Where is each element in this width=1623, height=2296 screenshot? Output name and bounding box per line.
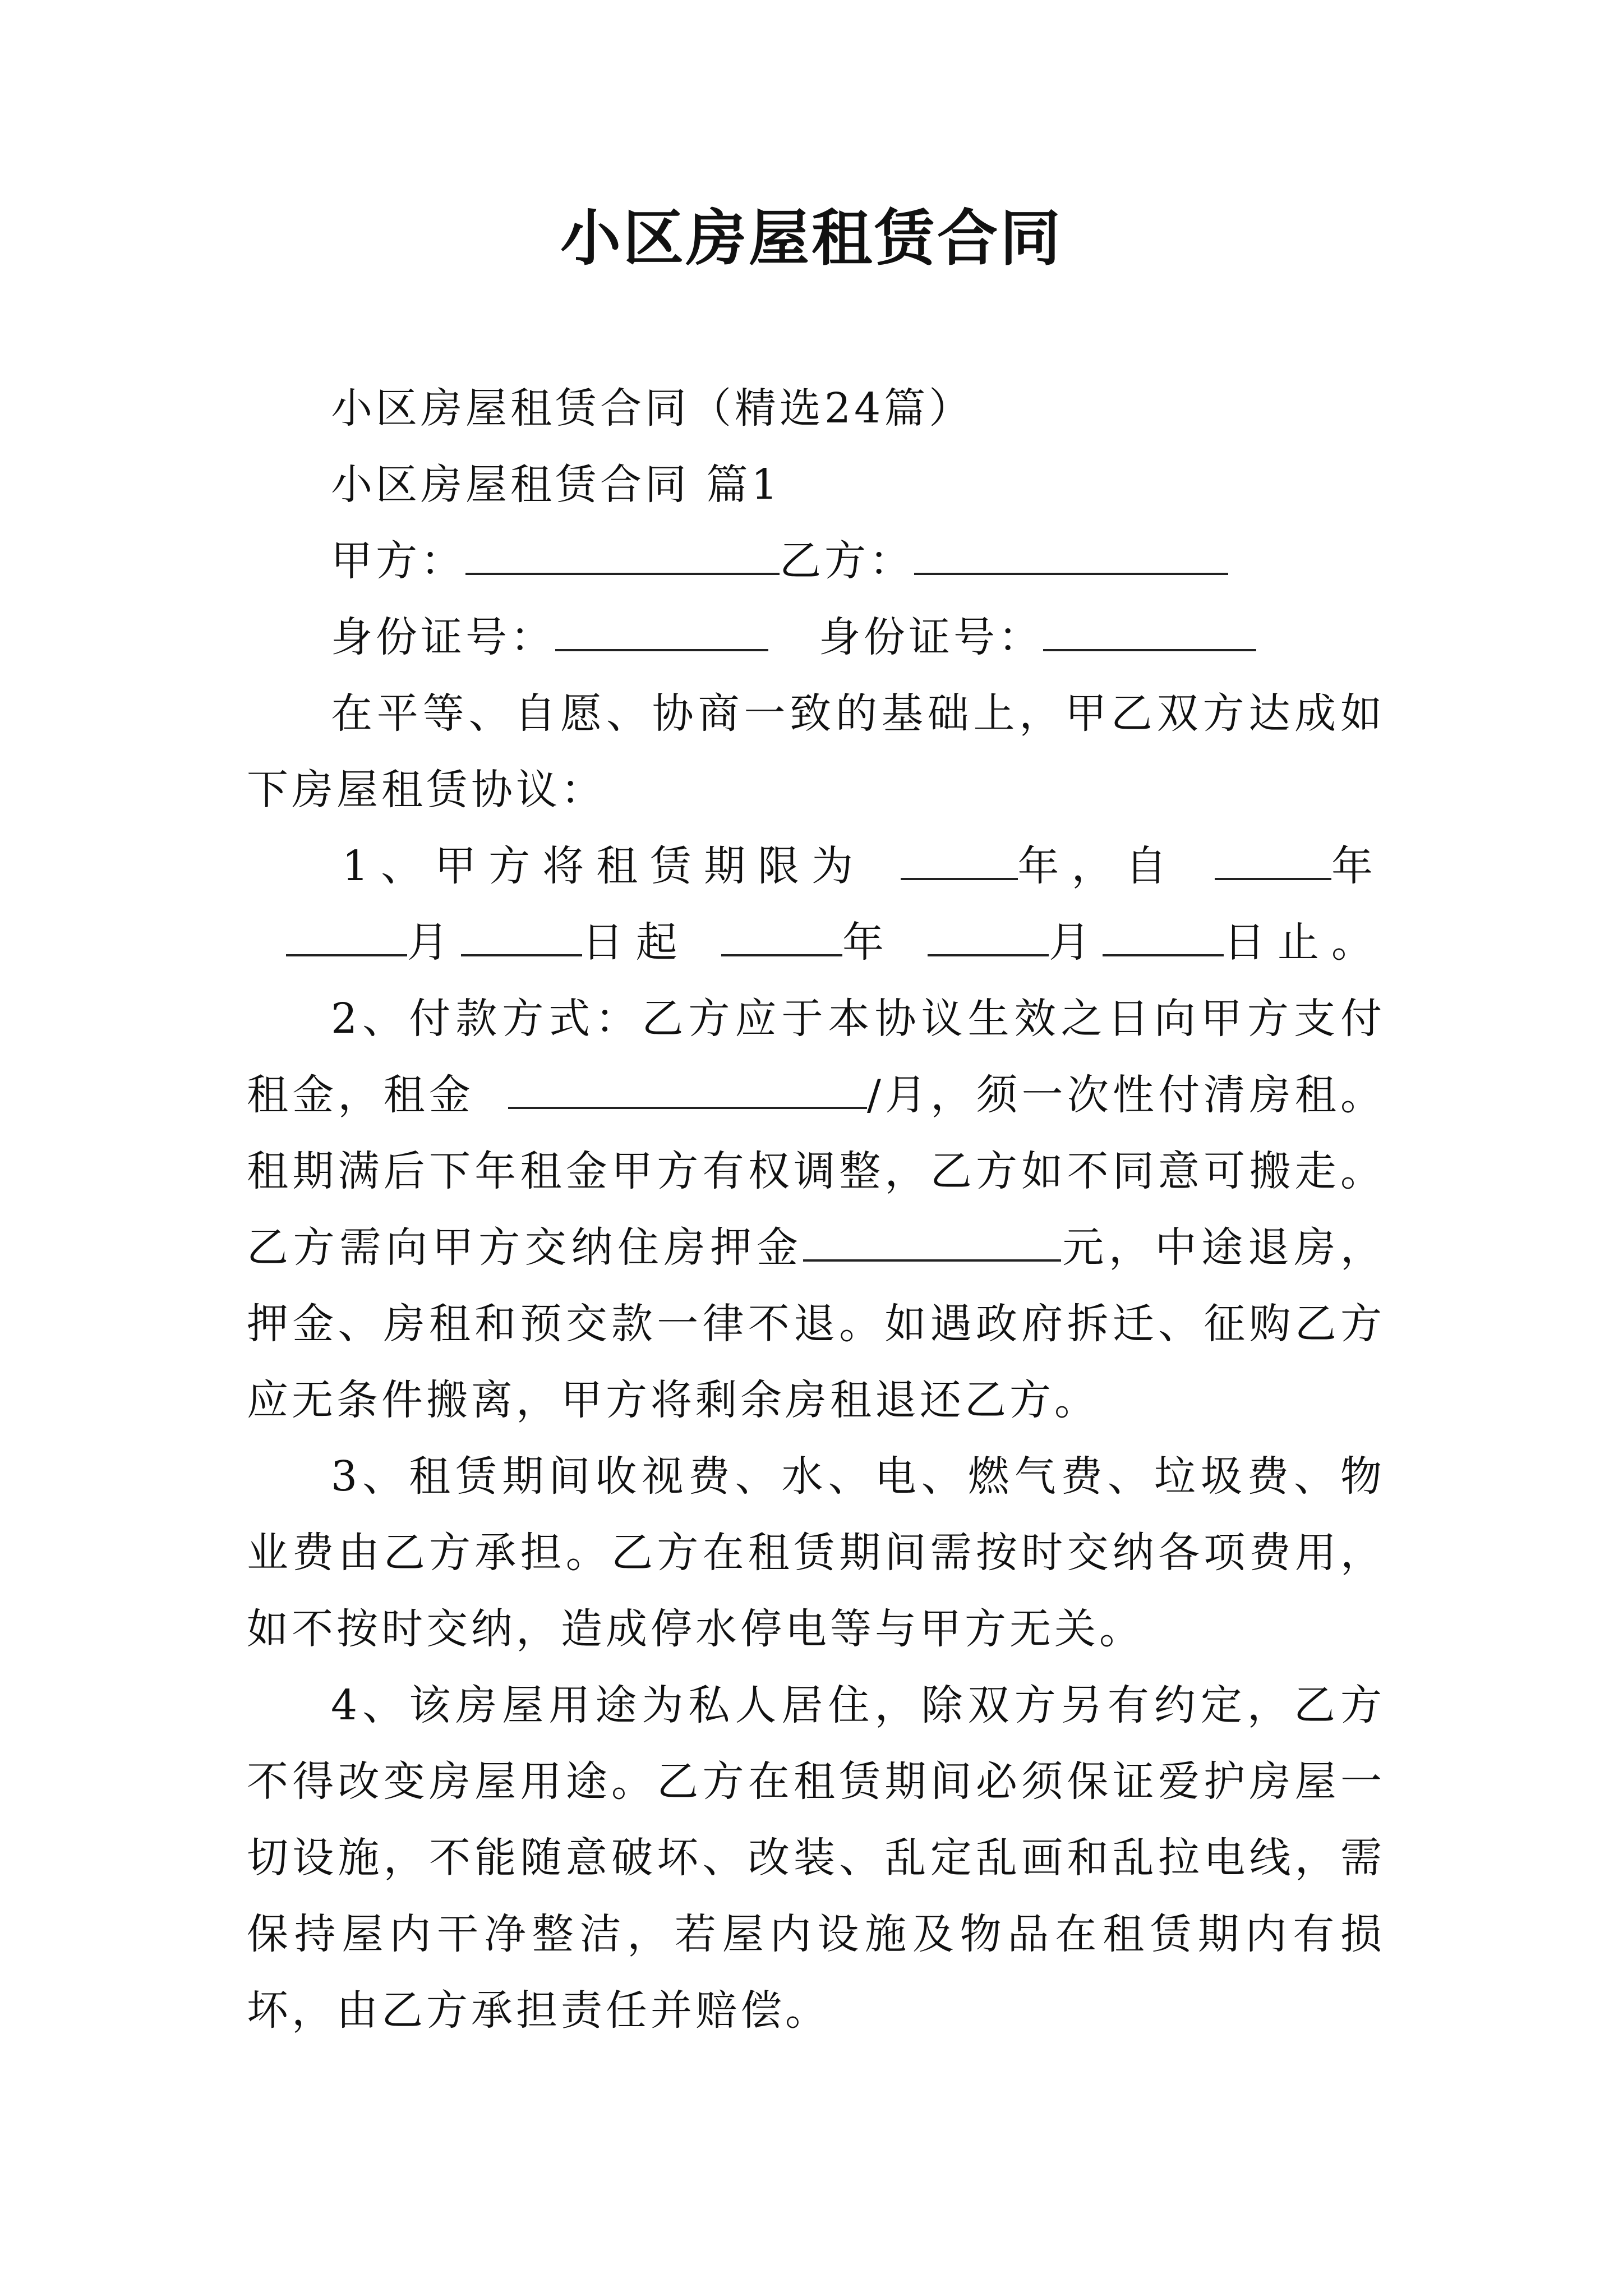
document-body (247, 370, 1385, 2049)
clause3-paragraph: 3、租赁期间收视费、水、电、燃气费、垃圾费、物业费由乙方承担。乙方在租赁期间需按时交纳各项费用，如不按时交纳，造成停水停电等与甲方无关。 (247, 1452, 1385, 1653)
id-label-a: 身份证号： (331, 613, 555, 661)
clause1-part1: 1、甲方将租赁期限为 (342, 842, 866, 890)
document-title: 小区房屋租赁合同 (560, 203, 1063, 274)
end-month-blank (928, 918, 1049, 956)
party-b-label: 乙方： (780, 537, 914, 585)
rent-amount-blank (508, 1071, 867, 1109)
clause1-part5: 日起 (582, 918, 690, 967)
start-year-blank (1215, 842, 1331, 880)
start-day-blank (461, 918, 582, 956)
party-a-label: 甲方： (331, 537, 465, 585)
clause2-part1: 2、付款方式：乙方应于本协议生效之日向甲方支付租金，租金 (247, 995, 1385, 1119)
clause2-part3: 元，中途退房，押金、房租和预交款一律不退。如遇政府拆迁、征购乙方应无条件搬离，甲方将剩余房租退还乙方。 (247, 1223, 1385, 1424)
clause1-part4: 月 (407, 918, 461, 967)
subtitle-line (247, 370, 1385, 447)
end-year-blank (721, 918, 842, 956)
intro-paragraph: 在平等、自愿、协商一致的基础上，甲乙双方达成如下房屋租赁协议： (247, 689, 1385, 814)
end-day-blank (1103, 918, 1224, 956)
clause2-part2: /月，须一次性付清房租。租期满后下年租金甲方有权调整，乙方如不同意可搬走。乙方需向甲方交纳住房押金 (247, 1071, 1386, 1272)
clause1-part7: 月 (1049, 918, 1103, 967)
clause1-line2 (247, 904, 1385, 981)
clause1-part3: 年 (1331, 842, 1385, 890)
id-line (247, 599, 1385, 675)
id-label-b: 身份证号： (819, 613, 1043, 661)
subtitle: 小区房屋租赁合同（精选24篇） (331, 384, 974, 432)
id-a-blank (555, 613, 768, 651)
parties-line (247, 523, 1385, 599)
clause1-part8: 日止。 (1224, 918, 1385, 967)
party-a-blank (465, 537, 780, 575)
clause2-paragraph (247, 981, 1385, 1438)
clause4-paragraph: 4、该房屋用途为私人居住，除双方另有约定，乙方不得改变房屋用途。乙方在租赁期间必须保证爱护房屋一切设施，不能随意破坏、改装、乱定乱画和乱拉电线，需保持屋内干净整洁，若屋内设施及物品在租赁期内有损坏，由乙方承担责任并赔偿。 (247, 1681, 1385, 2035)
clause1-part6: 年 (842, 918, 896, 967)
section-heading: 小区房屋租赁合同 篇1 (331, 461, 781, 509)
deposit-amount-blank (803, 1223, 1061, 1262)
start-month-blank (286, 918, 407, 956)
term-years-blank (901, 842, 1017, 880)
id-b-blank (1043, 613, 1256, 651)
clause1-part2: 年，自 (1017, 842, 1179, 890)
party-b-blank (914, 537, 1228, 575)
section-heading-line (247, 447, 1385, 523)
clause1-line1 (247, 828, 1385, 904)
